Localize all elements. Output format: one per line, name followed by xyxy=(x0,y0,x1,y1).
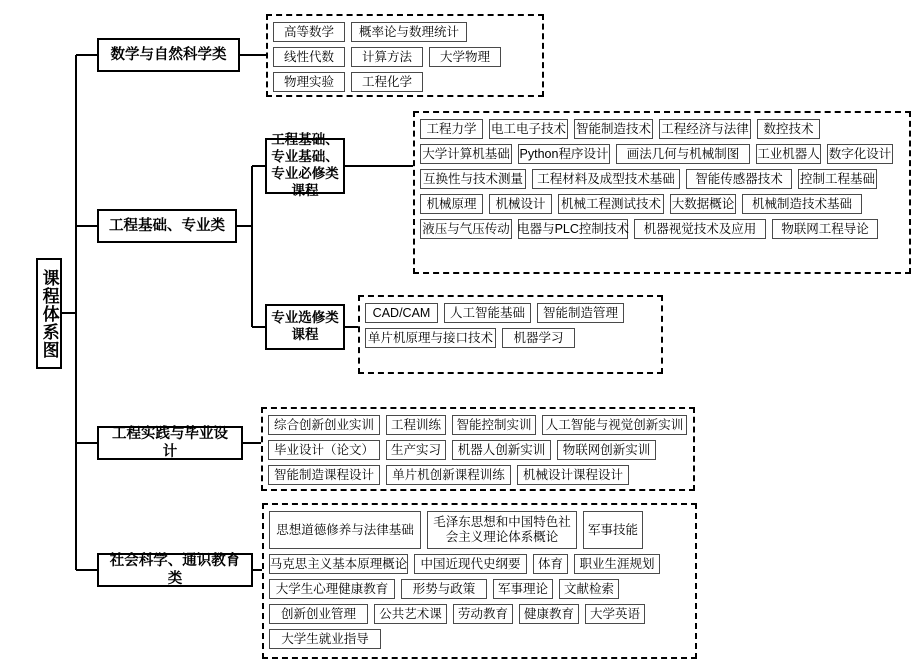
group-general-courses xyxy=(262,503,697,659)
root-label: 课程体系图 xyxy=(39,268,59,359)
course-chip[interactable]: 工程化学 xyxy=(351,72,423,92)
course-chip[interactable]: 大学生就业指导 xyxy=(269,629,381,649)
category-label: 工程实践与毕业设计 xyxy=(112,425,228,460)
category-label: 数学与自然科学类 xyxy=(110,46,227,63)
course-chip[interactable]: 物联网创新实训 xyxy=(557,440,656,460)
course-chip[interactable]: 计算方法 xyxy=(351,47,423,67)
category-math-natural-science[interactable] xyxy=(97,38,240,72)
group-practice-courses xyxy=(261,407,695,491)
course-chip[interactable]: 机械制造技术基础 xyxy=(742,194,862,214)
course-chip[interactable]: 物联网工程导论 xyxy=(772,219,878,239)
course-chip[interactable]: Python程序设计 xyxy=(518,144,610,164)
course-chip[interactable]: 机器视觉技术及应用 xyxy=(634,219,766,239)
course-chip[interactable]: 机械设计课程设计 xyxy=(517,465,629,485)
course-chip[interactable]: 工程训练 xyxy=(386,415,446,435)
course-chip[interactable]: 思想道德修养与法律基础 xyxy=(269,511,421,549)
category-practice-graduation[interactable] xyxy=(97,426,243,460)
course-chip[interactable]: 中国近现代史纲要 xyxy=(414,554,527,574)
course-chip[interactable]: 高等数学 xyxy=(273,22,345,42)
group-math-courses xyxy=(266,14,544,97)
course-chip[interactable]: 生产实习 xyxy=(386,440,446,460)
course-chip[interactable]: 互换性与技术测量 xyxy=(420,169,526,189)
course-chip[interactable]: 智能制造技术 xyxy=(574,119,653,139)
course-chip[interactable]: 毕业设计（论文） xyxy=(268,440,380,460)
course-chip[interactable]: 机械原理 xyxy=(420,194,483,214)
course-chip[interactable]: 体育 xyxy=(533,554,568,574)
course-chip[interactable]: 劳动教育 xyxy=(453,604,513,624)
course-chip[interactable]: 线性代数 xyxy=(273,47,345,67)
course-chip[interactable]: 大学生心理健康教育 xyxy=(269,579,395,599)
group-required-courses xyxy=(413,111,911,274)
course-chip[interactable]: 概率论与数理统计 xyxy=(351,22,467,42)
course-chip[interactable]: 机械设计 xyxy=(489,194,552,214)
course-chip[interactable]: 智能制造课程设计 xyxy=(268,465,380,485)
course-chip[interactable]: 综合创新创业实训 xyxy=(268,415,380,435)
course-chip[interactable]: 军事技能 xyxy=(583,511,643,549)
course-chip[interactable]: 智能制造管理 xyxy=(537,303,624,323)
course-chip[interactable]: 公共艺术课 xyxy=(374,604,447,624)
course-chip[interactable]: 军事理论 xyxy=(493,579,553,599)
course-chip[interactable]: 形势与政策 xyxy=(401,579,487,599)
subcategory-label: 工程基础、专业基础、专业必修类课程 xyxy=(271,132,339,198)
subcategory-elective-courses[interactable] xyxy=(265,304,345,350)
group-elective-courses xyxy=(358,295,663,374)
course-chip[interactable]: 电工电子技术 xyxy=(489,119,568,139)
course-chip[interactable]: 智能控制实训 xyxy=(452,415,536,435)
course-chip[interactable]: 画法几何与机械制图 xyxy=(616,144,750,164)
course-chip[interactable]: 工程力学 xyxy=(420,119,483,139)
category-engineering-basics[interactable] xyxy=(97,209,237,243)
category-label: 社会科学、通识教育类 xyxy=(109,552,241,587)
course-chip[interactable]: 工业机器人 xyxy=(756,144,821,164)
category-label: 工程基础、专业类 xyxy=(109,217,225,234)
course-chip[interactable]: 人工智能与视觉创新实训 xyxy=(542,415,687,435)
course-chip[interactable]: 电器与PLC控制技术 xyxy=(518,219,628,239)
course-chip[interactable]: 大学物理 xyxy=(429,47,501,67)
course-chip[interactable]: 机器学习 xyxy=(502,328,575,348)
course-chip[interactable]: 物理实验 xyxy=(273,72,345,92)
course-chip[interactable]: 创新创业管理 xyxy=(269,604,368,624)
course-chip[interactable]: CAD/CAM xyxy=(365,303,438,323)
course-chip[interactable]: 液压与气压传动 xyxy=(420,219,512,239)
subcategory-required-courses[interactable] xyxy=(265,132,345,198)
course-chip[interactable]: 单片机原理与接口技术 xyxy=(365,328,496,348)
course-chip[interactable]: 数控技术 xyxy=(757,119,820,139)
course-chip[interactable]: 大学计算机基础 xyxy=(420,144,512,164)
root-node[interactable] xyxy=(36,258,62,369)
course-chip[interactable]: 健康教育 xyxy=(519,604,579,624)
course-chip[interactable]: 文献检索 xyxy=(559,579,619,599)
course-chip[interactable]: 数字化设计 xyxy=(827,144,893,164)
course-chip[interactable]: 职业生涯规划 xyxy=(574,554,660,574)
course-chip[interactable]: 机器人创新实训 xyxy=(452,440,551,460)
course-chip[interactable]: 人工智能基础 xyxy=(444,303,531,323)
course-chip[interactable]: 马克思主义基本原理概论 xyxy=(269,554,408,574)
course-chip[interactable]: 大数据概论 xyxy=(670,194,736,214)
course-chip[interactable]: 毛泽东思想和中国特色社会主义理论体系概论 xyxy=(427,511,577,549)
course-chip[interactable]: 工程材料及成型技术基础 xyxy=(532,169,680,189)
course-chip[interactable]: 大学英语 xyxy=(585,604,645,624)
subcategory-label: 专业选修类课程 xyxy=(271,310,339,342)
course-chip[interactable]: 智能传感器技术 xyxy=(686,169,792,189)
course-chip[interactable]: 控制工程基础 xyxy=(798,169,877,189)
category-social-general-education[interactable] xyxy=(97,553,253,587)
course-chip[interactable]: 单片机创新课程训练 xyxy=(386,465,511,485)
course-chip[interactable]: 机械工程测试技术 xyxy=(558,194,664,214)
course-chip[interactable]: 工程经济与法律 xyxy=(659,119,751,139)
